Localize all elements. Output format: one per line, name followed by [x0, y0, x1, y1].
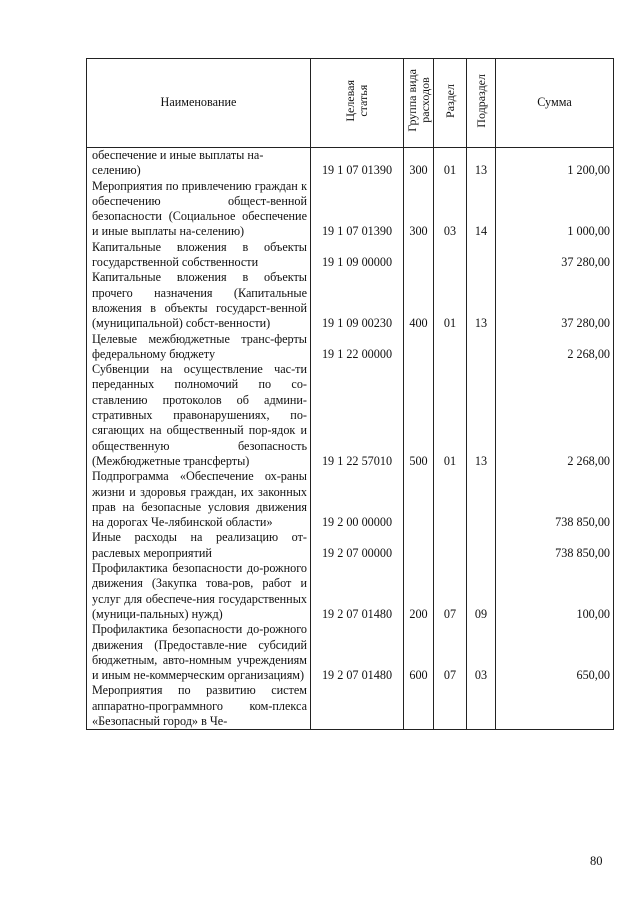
table-row: [87, 683, 614, 729]
cell-article: 19 1 22 00000: [311, 332, 404, 363]
cell-article: 19 1 22 57010: [311, 362, 404, 469]
cell-section: 07: [434, 622, 467, 683]
table-row: [87, 179, 614, 240]
cell-group: [404, 469, 434, 530]
cell-subsection: 03: [467, 622, 496, 683]
header-article: Целевая статья: [311, 59, 404, 148]
header-sum: Сумма: [496, 59, 614, 148]
cell-group: 400: [404, 270, 434, 331]
cell-subsection: 14: [467, 179, 496, 240]
cell-group: [404, 683, 434, 729]
cell-article: 19 1 07 01390: [311, 179, 404, 240]
table-row: [87, 240, 614, 271]
cell-article: 19 1 09 00230: [311, 270, 404, 331]
cell-subsection: 13: [467, 362, 496, 469]
cell-sum: 2 268,00: [496, 362, 614, 469]
cell-article: [311, 683, 404, 729]
table-row: [87, 561, 614, 622]
cell-name: Капитальные вложения в объекты прочего назначения (Капитальные вложения в объекты государст-венной (муниципальной) собст-венности): [87, 270, 311, 331]
cell-subsection: [467, 240, 496, 271]
cell-article: 19 2 07 00000: [311, 530, 404, 561]
cell-name: обеспечение и иные выплаты на- селению): [87, 148, 311, 179]
cell-article: 19 2 07 01480: [311, 561, 404, 622]
table-row: [87, 469, 614, 530]
cell-name: Субвенции на осуществление час-ти переданных полномочий по со-ставлению протоколов об админи-стративных правонарушениях, по-сягающих на общественный пор-ядок и общественную безопасность (Межбюджетные трансферты): [87, 362, 311, 469]
cell-section: 03: [434, 179, 467, 240]
cell-subsection: [467, 469, 496, 530]
table-header-row: [87, 59, 614, 148]
cell-group: 200: [404, 561, 434, 622]
cell-section: [434, 469, 467, 530]
cell-subsection: [467, 332, 496, 363]
cell-name: Целевые межбюджетные транс-ферты федеральному бюджету: [87, 332, 311, 363]
table-row: [87, 362, 614, 469]
cell-subsection: 13: [467, 148, 496, 179]
cell-group: 300: [404, 179, 434, 240]
table-row: [87, 622, 614, 683]
cell-subsection: [467, 530, 496, 561]
budget-table: [86, 58, 614, 730]
cell-name: Подпрограмма «Обеспечение ох-раны жизни и здоровья граждан, их законных прав на безопасные условия движения на дорогах Че-лябинской области»: [87, 469, 311, 530]
cell-name: Профилактика безопасности до-рожного движения (Предоставле-ние субсидий бюджетным, авто-номным учреждениям и иным не-коммерческим организациям): [87, 622, 311, 683]
cell-sum: 37 280,00: [496, 240, 614, 271]
cell-section: 01: [434, 362, 467, 469]
cell-section: [434, 332, 467, 363]
cell-group: 600: [404, 622, 434, 683]
header-subsection: Подраздел: [467, 59, 496, 148]
cell-group: 300: [404, 148, 434, 179]
cell-sum: 100,00: [496, 561, 614, 622]
cell-article: 19 1 09 00000: [311, 240, 404, 271]
cell-sum: 738 850,00: [496, 530, 614, 561]
cell-sum: 650,00: [496, 622, 614, 683]
cell-name: Капитальные вложения в объекты государственной собственности: [87, 240, 311, 271]
cell-name: Иные расходы на реализацию от-раслевых мероприятий: [87, 530, 311, 561]
cell-section: 07: [434, 561, 467, 622]
cell-article: 19 2 00 00000: [311, 469, 404, 530]
header-name: Наименование: [87, 59, 311, 148]
table-body: [87, 148, 614, 730]
cell-subsection: 13: [467, 270, 496, 331]
cell-section: [434, 240, 467, 271]
cell-name: Профилактика безопасности до-рожного движения (Закупка това-ров, работ и услуг для обеспече-ния государственных (муници-пальных) нужд): [87, 561, 311, 622]
cell-sum: 37 280,00: [496, 270, 614, 331]
cell-section: [434, 530, 467, 561]
cell-group: [404, 530, 434, 561]
cell-sum: 1 200,00: [496, 148, 614, 179]
cell-sum: 738 850,00: [496, 469, 614, 530]
page-number: 80: [590, 854, 603, 868]
header-group: Группа вида расходов: [404, 59, 434, 148]
cell-subsection: 09: [467, 561, 496, 622]
cell-article: 19 1 07 01390: [311, 148, 404, 179]
cell-group: [404, 332, 434, 363]
cell-sum: [496, 683, 614, 729]
table-row: [87, 148, 614, 179]
cell-subsection: [467, 683, 496, 729]
cell-section: [434, 683, 467, 729]
cell-section: 01: [434, 270, 467, 331]
cell-article: 19 2 07 01480: [311, 622, 404, 683]
header-section: Раздел: [434, 59, 467, 148]
cell-section: 01: [434, 148, 467, 179]
table-row: [87, 530, 614, 561]
cell-name: Мероприятия по развитию систем аппаратно-программного ком-плекса «Безопасный город» в Че-: [87, 683, 311, 729]
cell-group: [404, 240, 434, 271]
cell-name: Мероприятия по привлечению граждан к обеспечению общест-венной безопасности (Социальное обеспечение и иные выплаты на-селению): [87, 179, 311, 240]
cell-group: 500: [404, 362, 434, 469]
table-row: [87, 270, 614, 331]
cell-sum: 1 000,00: [496, 179, 614, 240]
table-row: [87, 332, 614, 363]
cell-sum: 2 268,00: [496, 332, 614, 363]
